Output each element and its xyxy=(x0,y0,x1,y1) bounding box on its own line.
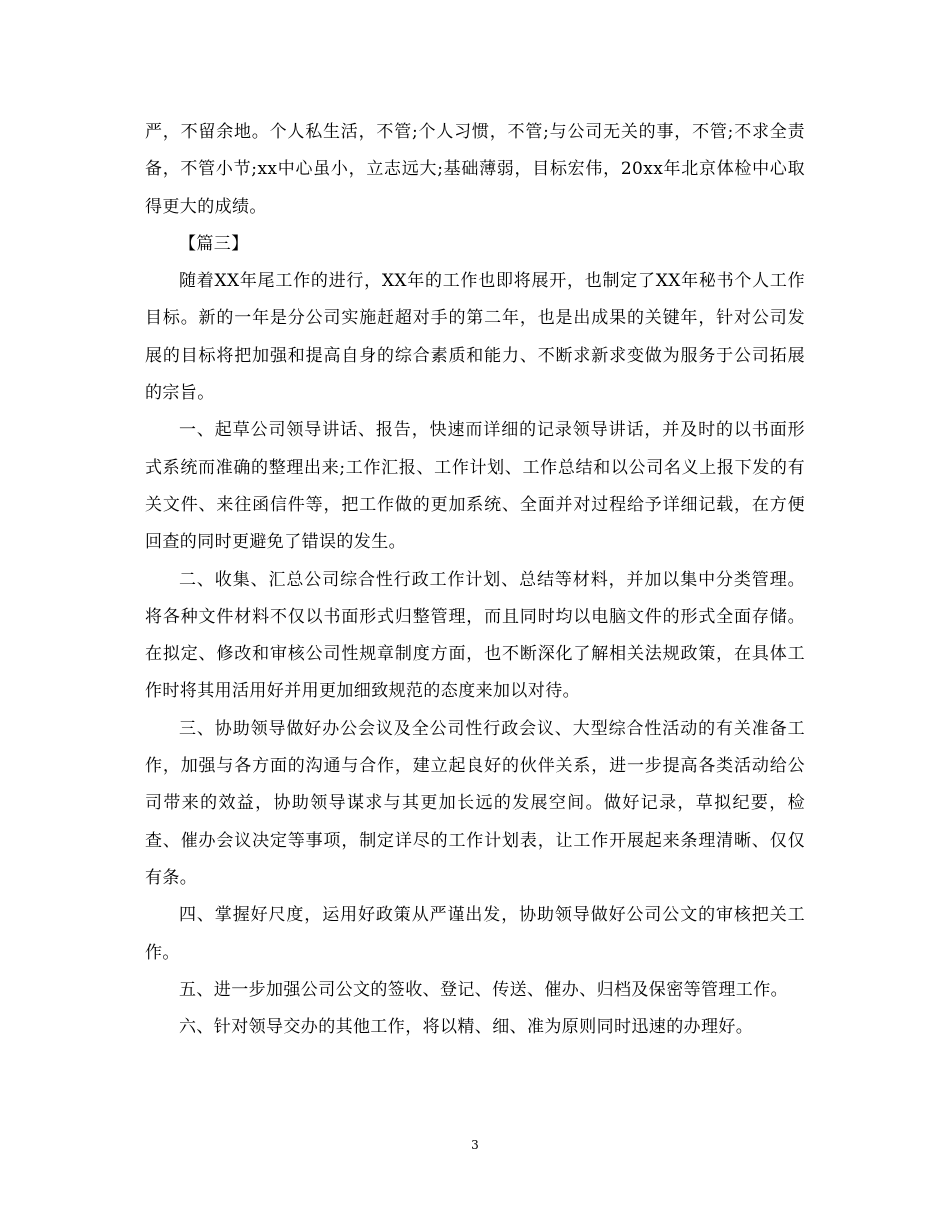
paragraph-item-4: 四、掌握好尺度，运用好政策从严谨出发，协助领导做好公司公文的审核把关工作。 xyxy=(145,905,805,963)
paragraph-item-3: 三、协助领导做好办公会议及全公司性行政会议、大型综合性活动的有关准备工作，加强与各方面的沟通与合作，建立起良好的伙伴关系，进一步提高各类活动给公司带来的效益，协助领导谋求与其更加长远的发展空间。做好记录，草拟纪要，检查、催办会议决定等事项，制定详尽的工作计划表，让工作开展起来条理清晰、仅仅有条。 xyxy=(145,718,805,888)
paragraph-item-2: 二、收集、汇总公司综合性行政工作计划、总结等材料，并加以集中分类管理。将各种文件材料不仅以书面形式归整管理，而且同时均以电脑文件的形式全面存储。在拟定、修改和审核公司性规章制度方面，也不断深化了解相关法规政策，在具体工作时将其用活用好并用更加细致规范的态度来加以对待。 xyxy=(145,569,805,702)
paragraph-item-5: 五、进一步加强公司公文的签收、登记、传送、催办、归档及保密等管理工作。 xyxy=(179,979,788,1000)
paragraph-intro: 随着XX年尾工作的进行，XX年的工作也即将展开，也制定了XX年秘书个人工作目标。新的一年是分公司实施赶超对手的第二年，也是出成果的关键年，针对公司发展的目标将把加强和提高自身的综合素质和能力、不断求新求变做为服务于公司拓展的宗旨。 xyxy=(145,271,805,404)
paragraph-item-1: 一、起草公司领导讲话、报告，快速而详细的记录领导讲话，并及时的以书面形式系统而准确的整理出来;工作汇报、工作计划、工作总结和以公司名义上报下发的有关文件、来往函信件等，把工作做的更加系统、全面并对过程给予详细记载，在方便回查的同时更避免了错误的发生。 xyxy=(145,420,805,553)
paragraph-item-6: 六、针对领导交办的其他工作，将以精、细、准为原则同时迅速的办理好。 xyxy=(179,1017,754,1038)
paragraph-continuation: 严，不留余地。个人私生活，不管;个人习惯，不管;与公司无关的事，不管;不求全责备，不管小节;xx中心虽小，立志远大;基础薄弱，目标宏伟，20xx年北京体检中心取得更大的成绩。 xyxy=(145,122,805,217)
section-heading: 【篇三】 xyxy=(179,233,249,254)
document-body xyxy=(145,114,805,1046)
page-number: 3 xyxy=(471,1138,479,1152)
